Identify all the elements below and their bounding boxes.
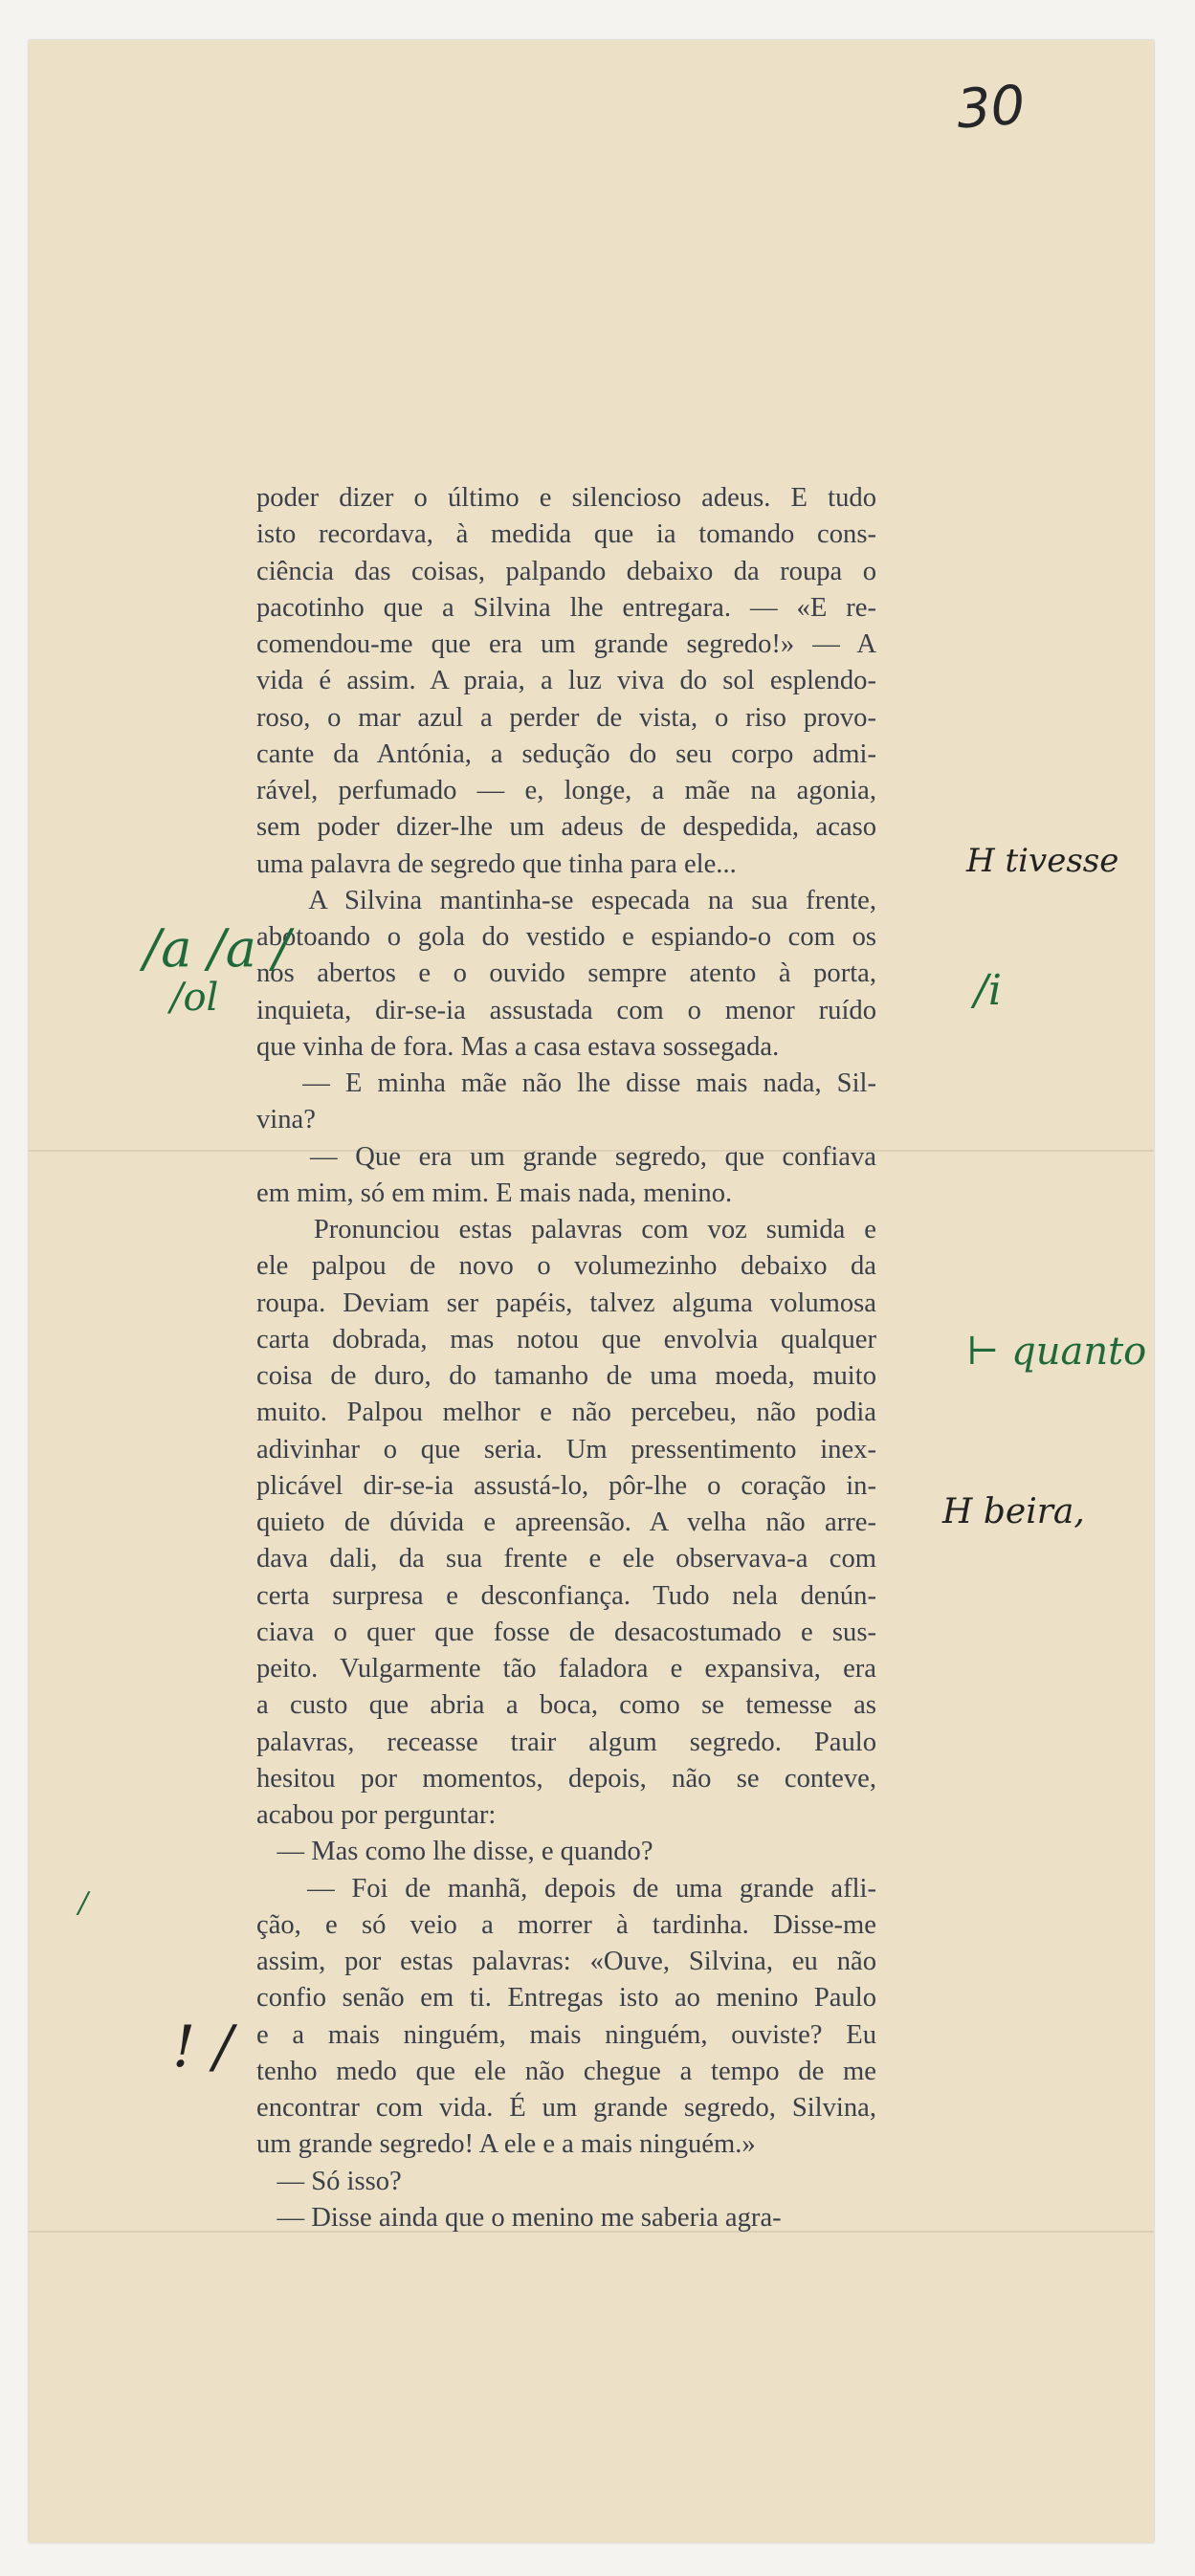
text-line: peito. Vulgarmente tão faladora e expansiva, era xyxy=(256,1654,876,1684)
annotation-quanto: ⊢ quanto xyxy=(966,1330,1147,1374)
text-line: que vinha de fora. Mas a casa estava sossegada. xyxy=(256,1031,780,1062)
text-line: acabou por perguntar: xyxy=(256,1800,497,1830)
text-line: assim, por estas palavras: «Ouve, Silvina, eu não xyxy=(256,1947,876,1976)
text-line: inquieta, dir-se-ia assustada com o menor ruído xyxy=(256,995,876,1025)
text-line: cante da Antónia, a sedução do seu corpo admi- xyxy=(256,738,876,769)
text-line: sem poder dizer-lhe um adeus de despedida, acaso xyxy=(256,812,876,843)
text-line: — Disse ainda que o menino me saberia agra- xyxy=(256,2202,782,2233)
text-line: hesitou por momentos, depois, não se conteve, xyxy=(256,1763,876,1794)
text-line: encontrar com vida. É um grande segredo, Silvina, xyxy=(256,2093,876,2123)
text-line: ele palpou de novo o volumezinho debaixo da xyxy=(256,1251,876,1282)
text-line: abotoando o gola do vestido e espiando-o com os xyxy=(256,922,876,952)
text-line: roupa. Deviam ser papéis, talvez alguma volumosa xyxy=(256,1288,876,1318)
annotation-beira: H beira, xyxy=(942,1492,1085,1531)
text-line: muito. Palpou melhor e não percebeu, não podia xyxy=(256,1398,876,1428)
text-line: ção, e só veio a morrer à tardinha. Disse-me xyxy=(256,1909,876,1940)
annotation-a-a: /a /a / xyxy=(144,918,291,979)
text-line: plicável dir-se-ia assustá-lo, pôr-lhe o coração in- xyxy=(256,1470,876,1501)
text-line: a custo que abria a boca, como se temesse as xyxy=(256,1690,876,1721)
text-line: e a mais ninguém, mais ninguém, ouviste? Eu xyxy=(256,2019,876,2050)
page-number: 30 xyxy=(954,74,1028,142)
text-line: carta dobrada, mas notou que envolvia qualquer xyxy=(256,1324,876,1354)
text-line: tenho medo que ele não chegue a tempo de me xyxy=(256,2056,876,2086)
text-line: ciava o quer que fosse de desacostumado e sus- xyxy=(256,1617,876,1647)
text-line: confio senão em ti. Entregas isto ao menino Paulo xyxy=(256,1983,876,2014)
body-text xyxy=(256,480,876,2236)
text-line: A Silvina mantinha-se especada na sua frente, xyxy=(256,885,876,915)
text-line: certa surpresa e desconfiança. Tudo nela denún- xyxy=(256,1580,876,1611)
text-line: um grande segredo! A ele e a mais ninguém.» xyxy=(256,2129,756,2160)
text-line: pacotinho que a Silvina lhe entregara. — «E re- xyxy=(256,592,876,623)
text-line: uma palavra de segredo que tinha para ele... xyxy=(256,848,737,879)
text-line: Pronunciou estas palavras com voz sumida e xyxy=(256,1215,876,1244)
text-line: ciência das coisas, palpando debaixo da roupa o xyxy=(256,556,876,586)
text-line: vina? xyxy=(256,1105,316,1135)
text-line: — Mas como lhe disse, e quando? xyxy=(256,1837,653,1867)
text-line: palavras, receasse trair algum segredo. Paulo xyxy=(256,1727,876,1757)
text-line: comendou-me que era um grande segredo!» — A xyxy=(256,629,876,659)
annotation-i: /i xyxy=(974,966,1002,1015)
text-line: vida é assim. A praia, a luz viva do sol esplendo- xyxy=(256,666,876,696)
annotation-tick: / xyxy=(78,1886,89,1920)
annotation-exclamation: ! / xyxy=(172,2014,233,2081)
text-line: nos abertos e o ouvido sempre atento à porta, xyxy=(256,958,876,989)
text-line: roso, o mar azul a perder de vista, o riso provo- xyxy=(256,702,876,733)
text-line: isto recordava, à medida que ia tomando cons- xyxy=(256,519,876,550)
text-line: rável, perfumado — e, longe, a mãe na agonia, xyxy=(256,776,876,805)
annotation-ol: /ol xyxy=(170,976,219,1020)
text-line: dava dali, da sua frente e ele observava-a com xyxy=(256,1544,876,1574)
text-line: poder dizer o último e silencioso adeus. E tudo xyxy=(256,483,876,513)
annotation-tivesse: H tivesse xyxy=(966,842,1119,880)
text-line: — Foi de manhã, depois de uma grande afli- xyxy=(256,1873,876,1904)
text-line: em mim, só em mim. E mais nada, menino. xyxy=(256,1178,733,1208)
text-line: quieto de dúvida e apreensão. A velha não arre- xyxy=(256,1508,876,1537)
text-line: — E minha mãe não lhe disse mais nada, Sil- xyxy=(256,1068,876,1098)
text-line: coisa de duro, do tamanho de uma moeda, muito xyxy=(256,1361,876,1391)
text-line: — Que era um grande segredo, que confiava xyxy=(256,1141,876,1172)
text-line: adivinhar o que seria. Um pressentimento inex- xyxy=(256,1434,876,1464)
text-line: — Só isso? xyxy=(256,2166,402,2196)
